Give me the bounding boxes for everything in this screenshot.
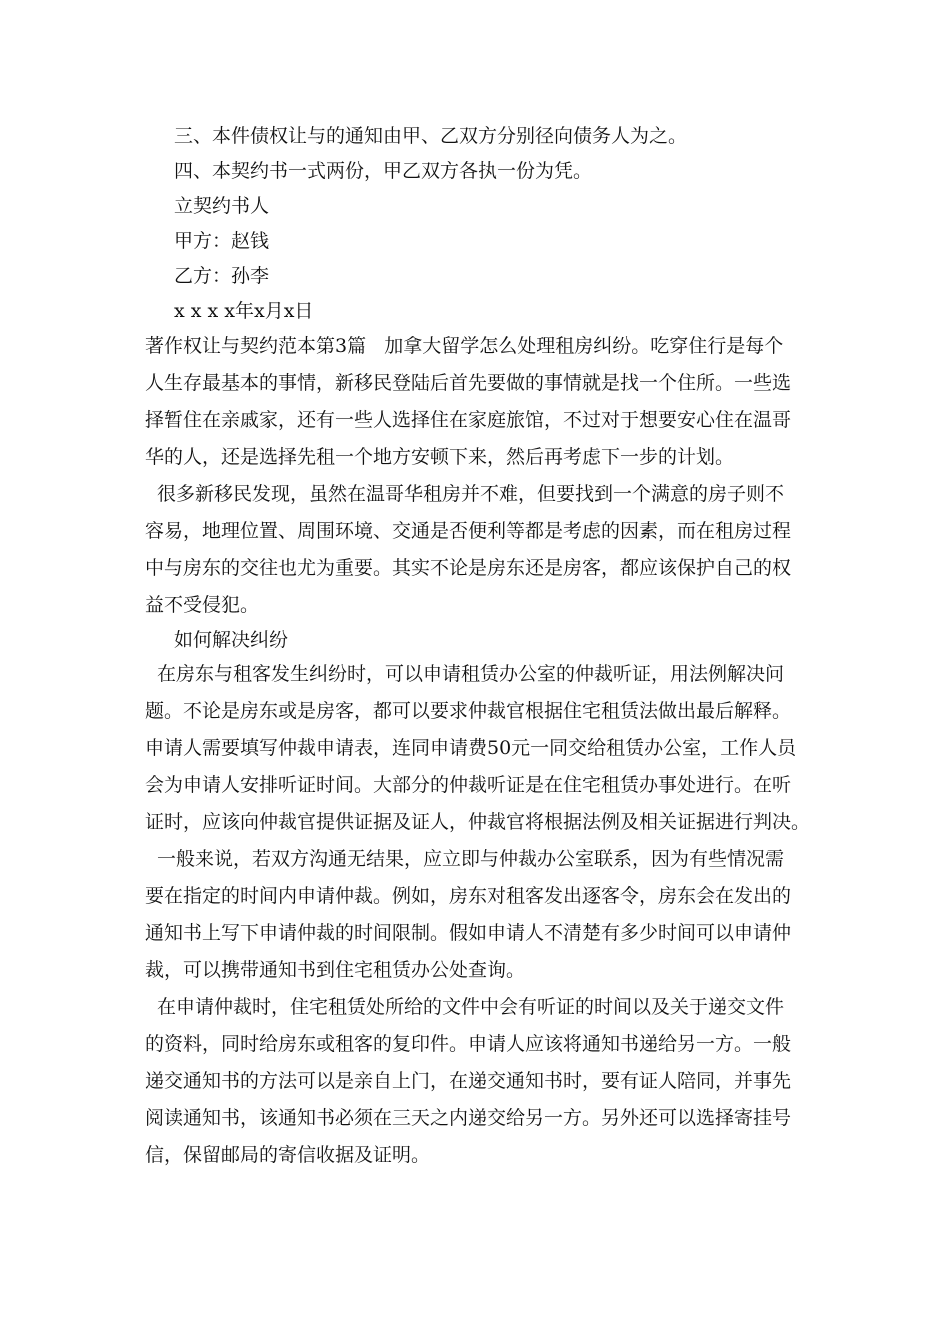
- paragraph-line: 裁，可以携带通知书到住宅租赁办公处查询。: [145, 959, 526, 981]
- paragraph-line: 很多新移民发现，虽然在温哥华租房并不难，但要找到一个满意的房子则不: [157, 483, 785, 505]
- paragraph-line: 递交通知书的方法可以是亲自上门，在递交通知书时，要有证人陪同，并事先: [145, 1070, 792, 1092]
- party-a: 甲方：赵钱: [174, 230, 270, 252]
- paragraph-line: 华的人，还是选择先租一个地方安顿下来，然后再考虑下一步的计划。: [145, 446, 735, 468]
- paragraph-line: 著作权让与契约范本第3篇 加拿大留学怎么处理租房纠纷。吃穿住行是每个: [145, 335, 784, 357]
- section-heading: 如何解决纠纷: [174, 629, 289, 651]
- paragraph-line: 要在指定的时间内申请仲裁。例如，房东对租客发出逐客令，房东会在发出的: [145, 885, 792, 907]
- paragraph-line: 在房东与租客发生纠纷时，可以申请租赁办公室的仲裁听证，用法例解决问: [157, 663, 785, 685]
- paragraph-line: 证时，应该向仲裁官提供证据及证人，仲裁官将根据法例及相关证据进行判决。: [145, 811, 811, 833]
- paragraph-line: 通知书上写下申请仲裁的时间限制。假如申请人不清楚有多少时间可以申请仲: [145, 922, 792, 944]
- paragraph-line: 的资料，同时给房东或租客的复印件。申请人应该将通知书递给另一方。一般: [145, 1033, 792, 1055]
- clause-four: 四、本契约书一式两份，甲乙双方各执一份为凭。: [174, 160, 593, 182]
- party-b: 乙方：孙李: [174, 265, 270, 287]
- paragraph-line: 一般来说，若双方沟通无结果，应立即与仲裁办公室联系，因为有些情况需: [157, 848, 785, 870]
- signatory-heading: 立契约书人: [174, 195, 270, 217]
- paragraph-line: 中与房东的交往也尤为重要。其实不论是房东还是房客，都应该保护自己的权: [145, 557, 792, 579]
- paragraph-line: 阅读通知书，该通知书必须在三天之内递交给另一方。另外还可以选择寄挂号: [145, 1107, 792, 1129]
- paragraph-line: 题。不论是房东或是房客，都可以要求仲裁官根据住宅租赁法做出最后解释。: [145, 700, 792, 722]
- paragraph-line: 申请人需要填写仲裁申请表，连同申请费50元一同交给租赁办公室，工作人员: [145, 737, 797, 759]
- paragraph-line: 会为申请人安排听证时间。大部分的仲裁听证是在住宅租赁办事处进行。在听: [145, 774, 792, 796]
- clause-three: 三、本件债权让与的通知由甲、乙双方分别径向债务人为之。: [174, 125, 688, 147]
- paragraph-line: 益不受侵犯。: [145, 594, 260, 616]
- paragraph-line: 择暂住在亲戚家，还有一些人选择住在家庭旅馆，不过对于想要安心住在温哥: [145, 409, 792, 431]
- paragraph-line: 在申请仲裁时，住宅租赁处所给的文件中会有听证的时间以及关于递交文件: [157, 996, 785, 1018]
- signing-date: x x x x年x月x日: [174, 300, 314, 322]
- paragraph-line: 容易，地理位置、周围环境、交通是否便利等都是考虑的因素，而在租房过程: [145, 520, 792, 542]
- paragraph-line: 人生存最基本的事情，新移民登陆后首先要做的事情就是找一个住所。一些选: [145, 372, 792, 394]
- paragraph-line: 信，保留邮局的寄信收据及证明。: [145, 1144, 431, 1166]
